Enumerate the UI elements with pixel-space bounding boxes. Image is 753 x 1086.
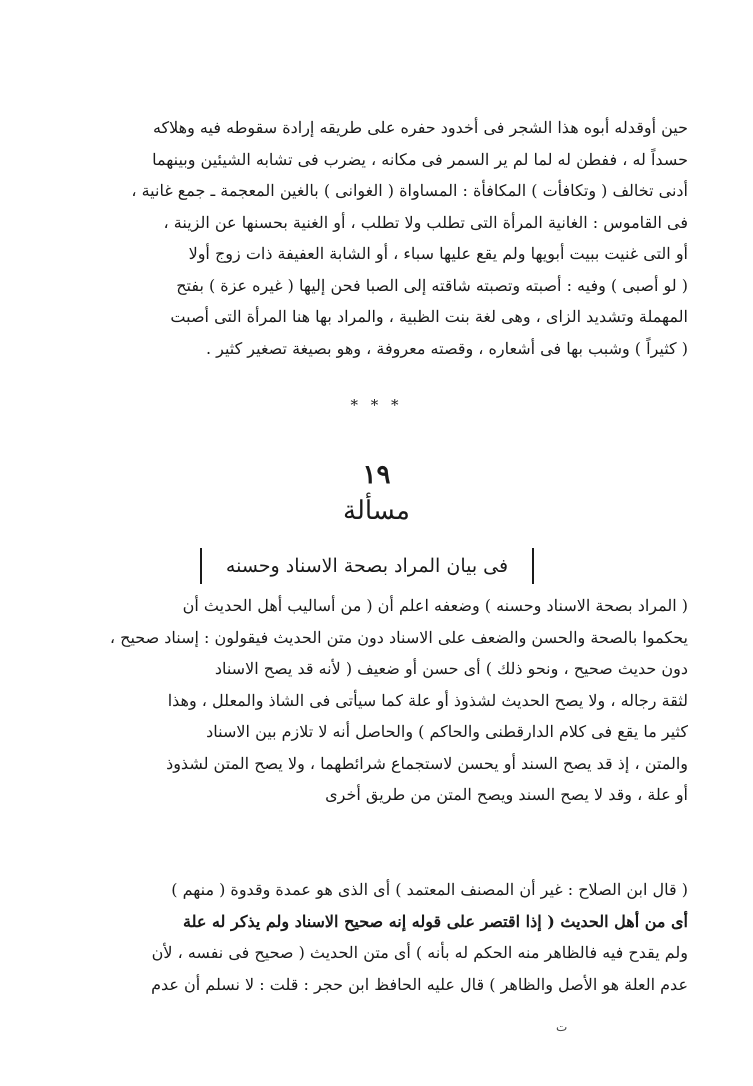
text-line: يحكموا بالصحة والحسن والضعف على الاسناد دون متن الحديث فيقولون : إسناد صحيح ، (109, 627, 688, 647)
section-heading: فى بيان المراد بصحة الاسناد وحسنه (200, 548, 534, 584)
text-line: المهملة وتشديد الزاى ، وهى لغة بنت الظبية ، والمراد بها هنا المرأة التى أصبت (170, 307, 688, 326)
paragraph-ibn-salah (60, 874, 688, 1000)
text-line: دون حديث صحيح ، ونحو ذلك ) أى حسن أو ضعيف ( لأنه قد يصح الاسناد (214, 659, 688, 678)
text-line: ( المراد بصحة الاسناد وحسنه ) وضعفه اعلم أن ( من أساليب أهل الحديث أن (182, 596, 688, 615)
text-line: ولم يقدح فيه فالظاهر منه الحكم له بأنه ) أى متن الحديث ( صحيح فى نفسه ، لأن (151, 943, 688, 962)
text-line: عدم العلة هو الأصل والظاهر ) قال عليه الحافظ ابن حجر : قلت : لا نسلم أن عدم (151, 974, 688, 994)
text-line: والمتن ، إذ قد يصح السند أو يحسن لاستجماع شرائطهما ، ولا يصح المتن لشذوذ (166, 753, 688, 773)
text-line: لثقة رجاله ، ولا يصح الحديث لشذوذ أو علة كما سيأتى فى الشاذ والمعلل ، وهذا (167, 690, 688, 710)
text-line: أو علة ، وقد لا يصح السند ويصح المتن من طريق أخرى (325, 785, 688, 804)
text-line: ( لو أصبى ) وفيه : أصبته وتصبته شاقته إلى الصبا فحن إليها ( غيره عزة ) بفتح (176, 275, 688, 295)
text-line: أى من أهل الحديث ( إذا اقتصر على قوله إنه صحيح الاسناد ولم يذكر له علة (182, 911, 688, 931)
chapter-number: ١٩ (362, 460, 391, 490)
chapter-title: مسألة (343, 496, 410, 526)
text-line: ( قال ابن الصلاح : غير أن المصنف المعتمد ) أى الذى هو عمدة وقدوة ( منهم ) (171, 880, 688, 899)
text-line: أدنى تخالف ( وتكافأت ) المكافأة : المساواة ( الغوانى ) بالغين المعجمة ـ جمع غانية ، (131, 181, 688, 200)
text-line: أو التى غنيت ببيت أبويها ولم يقع عليها سباء ، أو الشابة العفيفة ذات زوج أولا (188, 244, 688, 263)
page-mark: ت (556, 1020, 568, 1034)
text-line: ( كثيراً ) وشبب بها فى أشعاره ، وقصته معروفة ، وهو بصيغة تصغير كثير . (205, 338, 688, 358)
paragraph-main (60, 590, 688, 811)
text-line: كثير ما يقع فى كلام الدارقطنى والحاكم ) والحاصل أنه لا تلازم بين الاسناد (206, 722, 688, 741)
text-line: حسداً له ، ففطن له لما لم ير السمر فى مكانه ، يضرب فى تشابه الشيئين وبينهما (152, 149, 688, 169)
text-line: حين أوقدله أبوه هذا الشجر فى أخدود حفره على طريقه إرادة سقوطه فيه وهلاكه (152, 118, 688, 137)
paragraph-commentary (60, 112, 688, 364)
text-line: فى القاموس : الغانية المرأة التى تطلب ولا تطلب ، أو الغنية بحسنها عن الزينة ، (163, 212, 688, 232)
section-separator: * * * (350, 396, 403, 414)
